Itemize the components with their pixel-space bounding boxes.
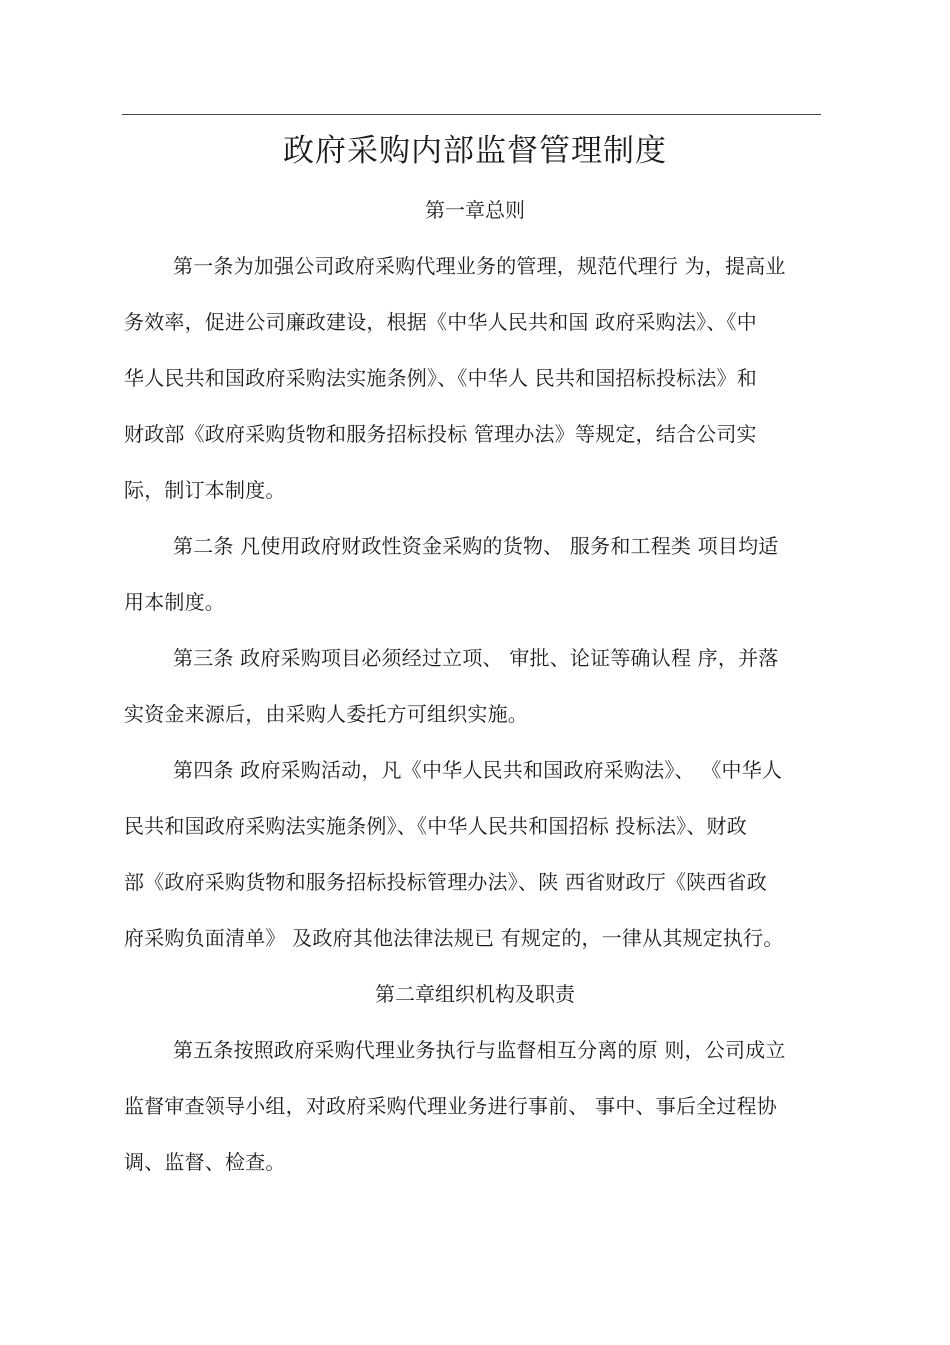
paragraph-line: 财政部《政府采购货物和服务招标投标 管理办法》等规定，结合公司实 [124,422,757,446]
paragraph-line: 民共和国政府采购法实施条例》、《中华人民共和国招标 投标法》、财政 [124,814,747,838]
paragraph-line: 第四条 政府采购活动，凡《中华人民共和国政府采购法》、 《中华人 [173,758,783,782]
chapter-heading-2: 第二章组织机构及职责 [375,982,575,1006]
paragraph-line: 部《政府采购货物和服务招标投标管理办法》、陕 西省财政厅《陕西省政 [124,870,767,894]
paragraph-line: 监督审查领导小组，对政府采购代理业务进行事前、 事中、事后全过程协 [124,1094,777,1118]
paragraph-line: 第一条为加强公司政府采购代理业务的管理，规范代理行 为，提高业 [173,254,786,278]
paragraph-line: 府采购负面清单》 及政府其他法律法规已 有规定的，一律从其规定执行。 [124,926,784,950]
header-rule [122,114,821,115]
chapter-heading-1: 第一章总则 [425,198,525,222]
paragraph-line: 实资金来源后，由采购人委托方可组织实施。 [124,702,528,726]
paragraph-line: 第三条 政府采购项目必须经过立项、 审批、论证等确认程 序，并落 [173,646,779,670]
paragraph-line: 际，制订本制度。 [124,478,286,502]
paragraph-line: 务效率，促进公司廉政建设，根据《中华人民共和国 政府采购法》、《中 [124,310,757,334]
paragraph-line: 第五条按照政府采购代理业务执行与监督相互分离的原 则，公司成立 [173,1038,786,1062]
paragraph-line: 调、监督、检查。 [124,1150,286,1174]
paragraph-line: 第二条 凡使用政府财政性资金采购的货物、 服务和工程类 项目均适 [173,534,779,558]
paragraph-line: 华人民共和国政府采购法实施条例》、《中华人 民共和国招标投标法》和 [124,366,757,390]
document-title: 政府采购内部监督管理制度 [283,133,667,169]
paragraph-line: 用本制度。 [124,590,225,614]
